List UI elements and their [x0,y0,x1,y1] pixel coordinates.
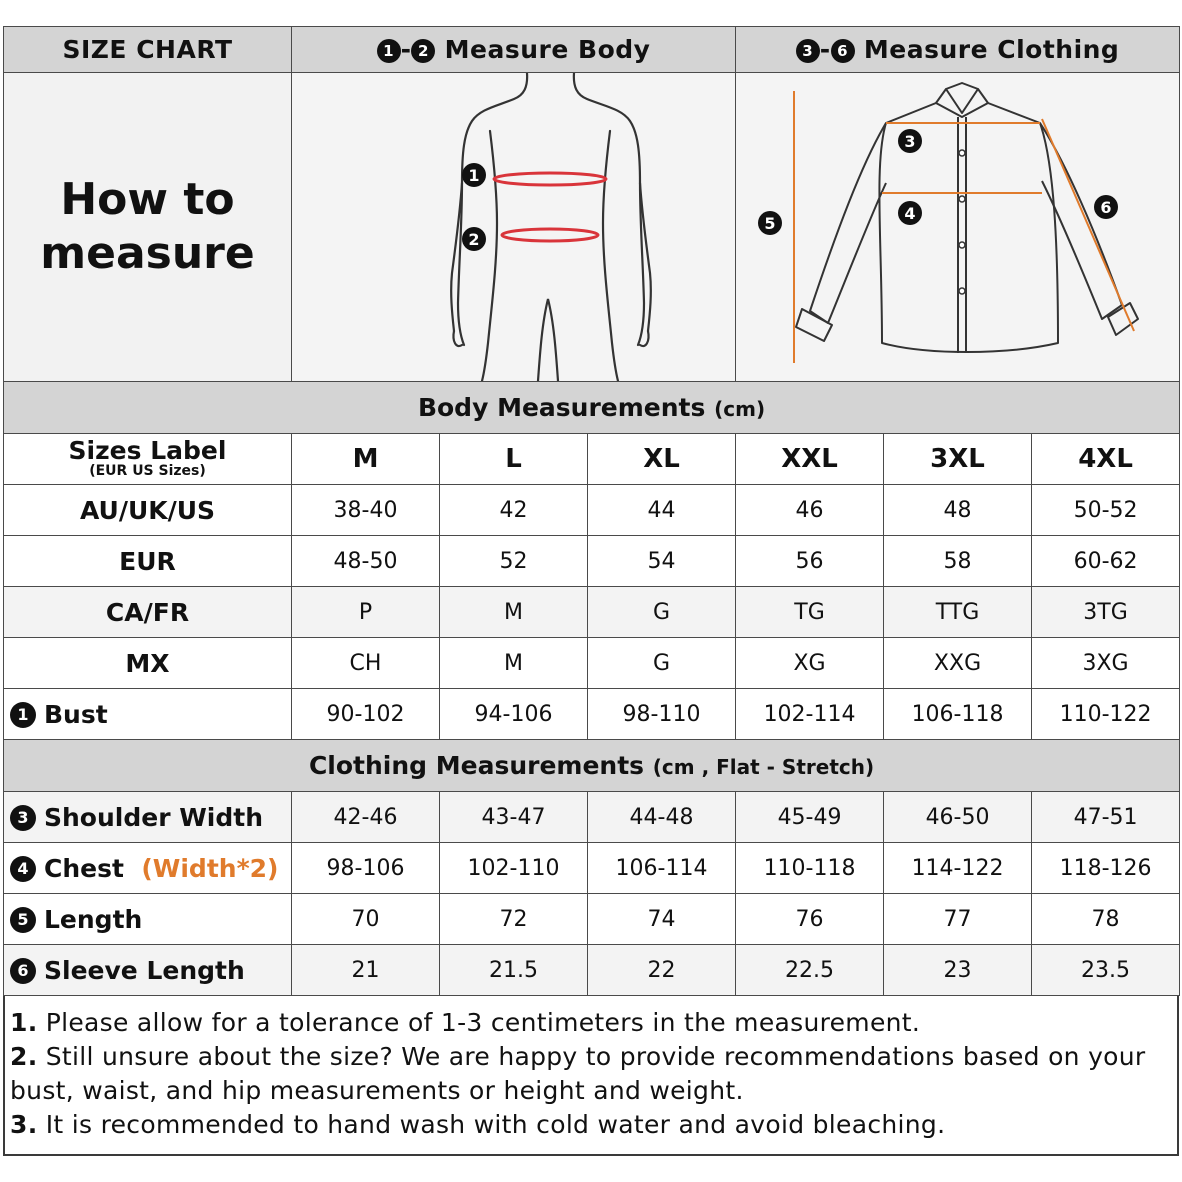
table-cell: 70 [292,894,440,945]
row-label: 4 Chest (Width*2) [4,843,292,894]
clothing-measurements-title: Clothing Measurements [308,751,645,780]
note-item: 2. Still unsure about the size? We are happy to provide recommendations based on your bust, waist, and hip measurements or height and weight. [10,1042,1146,1105]
table-cell: 72 [440,894,588,945]
how-to-line-2: measure [40,228,255,279]
body-diagram-cell [292,73,736,382]
sizes-label-title: Sizes Label [68,436,227,465]
table-cell: 102-110 [440,843,588,894]
body-measurements-header [4,382,1180,434]
table-row-bust [4,689,1180,740]
how-to-line-1: How to [60,174,235,225]
table-cell: 114-122 [884,843,1032,894]
table-cell: G [588,587,736,638]
notes-block [10,1006,1174,1142]
numeral-3-icon: 3 [796,39,820,63]
numeral-5-icon: 5 [10,907,36,933]
size-header: L [440,434,588,485]
table-cell: 43-47 [440,792,588,843]
table-cell: 3XG [1032,638,1180,689]
table-cell: 54 [588,536,736,587]
table-cell: 23 [884,945,1032,996]
numeral-6-icon: 6 [10,958,36,984]
row-label: MX [4,638,292,689]
size-chart-title: SIZE CHART [4,27,292,73]
shirt-diagram-cell [736,73,1180,382]
measure-clothing-heading: 3 - 6 Measure Clothing [736,27,1180,73]
size-header: XXL [736,434,884,485]
sizes-label-subtitle: (EUR US Sizes) [89,463,206,479]
note-item: 1. Please allow for a tolerance of 1-3 centimeters in the measurement. [10,1008,921,1037]
table-cell: 74 [588,894,736,945]
chest-width-note: (Width*2) [141,853,279,883]
table-row-length [4,894,1180,945]
table-cell: 21.5 [440,945,588,996]
table-cell: 22.5 [736,945,884,996]
table-cell: 110-122 [1032,689,1180,740]
svg-text:3: 3 [904,132,916,151]
body-measurements-unit: (cm) [714,397,766,421]
table-cell: 110-118 [736,843,884,894]
table-cell: 47-51 [1032,792,1180,843]
table-cell: TG [736,587,884,638]
table-cell: M [440,638,588,689]
measure-body-heading: 1 - 2 Measure Body [292,27,736,73]
size-chart-table [3,26,1180,996]
numeral-4-icon: 4 [10,856,36,882]
table-cell: 44-48 [588,792,736,843]
table-cell: 98-106 [292,843,440,894]
table-cell: 45-49 [736,792,884,843]
size-chart-grid [3,26,1179,996]
sizes-label-cell [4,434,292,485]
row-label: CA/FR [4,587,292,638]
table-cell: CH [292,638,440,689]
table-row [4,485,1180,536]
shirt-figure-icon [736,73,1180,381]
measure-clothing-label: Measure Clothing [863,35,1120,64]
svg-text:2: 2 [468,230,480,249]
table-cell: 44 [588,485,736,536]
svg-text:5: 5 [764,214,776,233]
numeral-3-icon: 3 [10,805,36,831]
table-cell: XXG [884,638,1032,689]
diagram-row [4,73,1180,382]
numeral-1-icon: 1 [10,702,36,728]
svg-text:1: 1 [468,166,480,185]
table-row-shoulder [4,792,1180,843]
table-cell: 48-50 [292,536,440,587]
row-label: EUR [4,536,292,587]
table-cell: 42-46 [292,792,440,843]
table-cell: 46-50 [884,792,1032,843]
table-cell: 42 [440,485,588,536]
measure-body-label: Measure Body [444,35,651,64]
table-cell: P [292,587,440,638]
table-cell: TTG [884,587,1032,638]
clothing-measurements-unit: (cm , Flat - Stretch) [652,755,875,779]
table-row [4,638,1180,689]
table-cell: 56 [736,536,884,587]
table-cell: 21 [292,945,440,996]
body-measurements-title: Body Measurements [417,393,706,422]
table-cell: 90-102 [292,689,440,740]
table-cell: 58 [884,536,1032,587]
svg-text:4: 4 [904,204,916,223]
table-row [4,536,1180,587]
table-cell: 48 [884,485,1032,536]
table-cell: 52 [440,536,588,587]
table-cell: 77 [884,894,1032,945]
table-cell: 50-52 [1032,485,1180,536]
row-label: 1 Bust [4,689,292,740]
row-label: 6 Sleeve Length [4,945,292,996]
table-cell: 78 [1032,894,1180,945]
numeral-2-icon: 2 [411,39,435,63]
sizes-row [4,434,1180,485]
table-cell: 76 [736,894,884,945]
table-row [4,587,1180,638]
numeral-1-icon: 1 [377,39,401,63]
numeral-6-icon: 6 [831,39,855,63]
table-row-sleeve [4,945,1180,996]
table-cell: 118-126 [1032,843,1180,894]
clothing-measurements-header [4,740,1180,792]
size-header: M [292,434,440,485]
size-header: 3XL [884,434,1032,485]
table-cell: 94-106 [440,689,588,740]
table-cell: 102-114 [736,689,884,740]
table-row-chest [4,843,1180,894]
table-cell: XG [736,638,884,689]
note-item: 3. It is recommended to hand wash with cold water and avoid bleaching. [10,1110,946,1139]
table-cell: M [440,587,588,638]
row-label: AU/UK/US [4,485,292,536]
how-to-measure-cell [4,73,292,382]
table-cell: 46 [736,485,884,536]
header-row [4,27,1180,73]
body-figure-icon [292,73,736,381]
svg-text:6: 6 [1100,198,1112,217]
table-cell: 106-114 [588,843,736,894]
table-cell: 23.5 [1032,945,1180,996]
table-cell: 3TG [1032,587,1180,638]
table-cell: 38-40 [292,485,440,536]
table-cell: G [588,638,736,689]
table-cell: 98-110 [588,689,736,740]
table-cell: 22 [588,945,736,996]
size-header: XL [588,434,736,485]
size-header: 4XL [1032,434,1180,485]
row-label: 3 Shoulder Width [4,792,292,843]
row-label: 5 Length [4,894,292,945]
table-cell: 106-118 [884,689,1032,740]
table-cell: 60-62 [1032,536,1180,587]
